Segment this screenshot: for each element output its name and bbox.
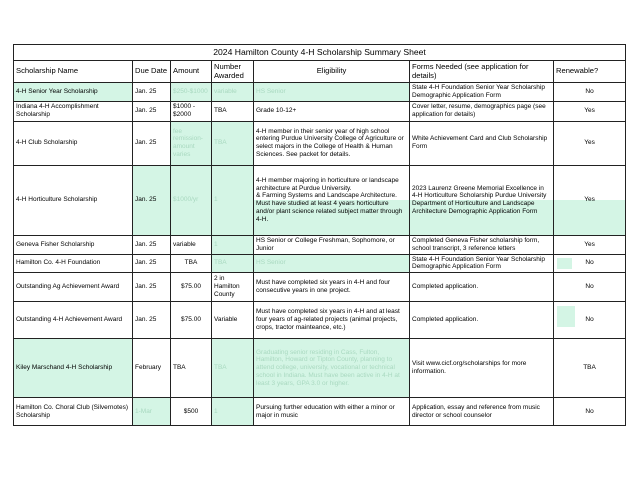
cell-forms: Completed application. <box>410 302 554 339</box>
cell-eligibility: HS Senior <box>254 254 410 273</box>
cell-name: Geneva Fisher Scholarship <box>14 235 133 254</box>
cell-renewable-text: Yes <box>584 196 595 204</box>
cell-renewable: TBA <box>554 339 626 398</box>
cell-number: TBA <box>212 101 254 121</box>
cell-forms: Visit www.cicf.org/scholarships for more information. <box>410 339 554 398</box>
cell-renewable <box>554 254 626 273</box>
cell-amount: TBA <box>171 254 212 273</box>
header-scholarship-name: Scholarship Name <box>14 61 133 83</box>
cell-shade <box>554 200 625 235</box>
cell-renewable-text: No <box>585 316 594 324</box>
cell-due: Jan. 25 <box>133 101 171 121</box>
table-row <box>14 121 626 165</box>
cell-eligibility: Must have completed six years in 4-H and at least four years of ag-related projects (animal projects, crops, tractor mainteance, etc.) <box>254 302 410 339</box>
cell-amount: $500 <box>171 398 212 426</box>
cell-name: Kiley Marschand 4-H Scholarship <box>14 339 133 398</box>
cell-forms <box>410 165 554 235</box>
cell-name: Outstanding Ag Achievement Award <box>14 273 133 302</box>
cell-renewable: Yes <box>554 101 626 121</box>
cell-due: Jan. 25 <box>133 83 171 102</box>
cell-amount: fee remission- amount varies <box>171 121 212 165</box>
cell-due: 1-Mar <box>133 398 171 426</box>
cell-due: Jan. 25 <box>133 165 171 235</box>
cell-name: Hamilton Co. Choral Club (Silvernotes) Scholarship <box>14 398 133 426</box>
cell-due: Jan. 25 <box>133 273 171 302</box>
cell-forms: State 4-H Foundation Senior Year Scholarship Demographic Application Form <box>410 83 554 102</box>
cell-forms: Cover letter, resume, demographics page (see application for details) <box>410 101 554 121</box>
table-row <box>14 165 626 235</box>
header-due-date: Due Date <box>133 61 171 83</box>
header-forms-needed: Forms Needed (see application for details) <box>410 61 554 83</box>
header-eligibility: Eligibility <box>254 61 410 83</box>
cell-name: 4-H Club Scholarship <box>14 121 133 165</box>
cell-shade <box>557 306 575 327</box>
cell-number: 1 <box>212 398 254 426</box>
cell-number: TBA <box>212 121 254 165</box>
header-amount: Amount <box>171 61 212 83</box>
cell-amount: $75.00 <box>171 302 212 339</box>
cell-eligibility: 4-H member in their senior year of high school entering Purdue University College of Agriculture or select majors in the College of Health & Human Sciences. See packet for details. <box>254 121 410 165</box>
sheet-title: 2024 Hamilton County 4-H Scholarship Summary Sheet <box>14 45 626 61</box>
cell-renewable: No <box>554 398 626 426</box>
cell-amount: $250-$1000 <box>171 83 212 102</box>
cell-renewable <box>554 302 626 339</box>
cell-eligibility-text: HS Senior <box>256 87 286 95</box>
cell-name: Outstanding 4-H Achievement Award <box>14 302 133 339</box>
cell-forms: White Achievement Card and Club Scholarship Form <box>410 121 554 165</box>
cell-amount: variable <box>171 235 212 254</box>
cell-forms: Completed application. <box>410 273 554 302</box>
cell-number: TBA <box>212 339 254 398</box>
cell-eligibility: Pursuing further education with either a minor or major in music <box>254 398 410 426</box>
cell-renewable-text: No <box>585 259 594 267</box>
cell-number: 1 <box>212 165 254 235</box>
scholarship-table <box>13 44 626 426</box>
cell-amount: $1000/yr <box>171 165 212 235</box>
cell-forms-text: 2023 Laurenz Greene Memorial Excellence in 4-H Horticulture Scholarship Purdue University Department of Horticulture and Landscape Architecture Demographic Application Form <box>412 184 547 215</box>
cell-number: Variable <box>212 302 254 339</box>
table-row <box>14 235 626 254</box>
table-row <box>14 254 626 273</box>
cell-forms: Completed Geneva Fisher scholarship form, school transcript, 3 reference letters <box>410 235 554 254</box>
cell-name: Indiana 4-H Accomplishment Scholarship <box>14 101 133 121</box>
table-row <box>14 302 626 339</box>
header-row <box>14 61 626 83</box>
cell-renewable: No <box>554 83 626 102</box>
cell-due: Jan. 25 <box>133 254 171 273</box>
cell-renewable: No <box>554 273 626 302</box>
table-row <box>14 273 626 302</box>
cell-eligibility: Grade 10-12+ <box>254 101 410 121</box>
cell-number: 1 <box>212 235 254 254</box>
table-row <box>14 101 626 121</box>
cell-due: Jan. 25 <box>133 121 171 165</box>
cell-amount: $1000 - $2000 <box>171 101 212 121</box>
cell-eligibility <box>254 83 410 102</box>
header-renewable: Renewable? <box>554 61 626 83</box>
cell-number: variable <box>212 83 254 102</box>
cell-eligibility: Must have completed six years in 4-H and four consecutive years in one project. <box>254 273 410 302</box>
cell-due: February <box>133 339 171 398</box>
cell-shade <box>557 258 572 270</box>
cell-due: Jan. 25 <box>133 235 171 254</box>
cell-forms: Application, essay and reference from music director or school counselor <box>410 398 554 426</box>
cell-renewable: Yes <box>554 121 626 165</box>
cell-due: Jan. 25 <box>133 302 171 339</box>
cell-name: Hamilton Co. 4-H Foundation <box>14 254 133 273</box>
cell-name: 4-H Senior Year Scholarship <box>14 83 133 102</box>
table-row <box>14 339 626 398</box>
title-row <box>14 45 626 61</box>
cell-number: 2 in Hamilton County <box>212 273 254 302</box>
cell-amount: $75.00 <box>171 273 212 302</box>
cell-amount: TBA <box>171 339 212 398</box>
cell-renewable <box>554 165 626 235</box>
cell-renewable: Yes <box>554 235 626 254</box>
cell-eligibility: Graduating senior residing in Cass, Fulton, Hamilton, Howard or Tipton County, planning to attend college, university, vocational or technical school in Indiana. Must have been active in 4-H at least 3 years, GPA 3.0 or higher. <box>254 339 410 398</box>
header-number-awarded: Number Awarded <box>212 61 254 83</box>
table-row <box>14 83 626 102</box>
cell-eligibility: HS Senior or College Freshman, Sophomore, or Junior <box>254 235 410 254</box>
cell-number: TBA <box>212 254 254 273</box>
cell-name: 4-H Horticulture Scholarship <box>14 165 133 235</box>
cell-eligibility <box>254 165 410 235</box>
cell-eligibility-text: 4-H member majoring in horticulture or landscape architecture at Purdue University. & Farming Systems and Landscape Architecture. Must have studied at least 4 years horticulture and/or plant science related subject matter through 4-H. <box>256 176 403 223</box>
table-row <box>14 398 626 426</box>
cell-forms: State 4-H Foundation Senior Year Scholarship Demographic Application Form <box>410 254 554 273</box>
